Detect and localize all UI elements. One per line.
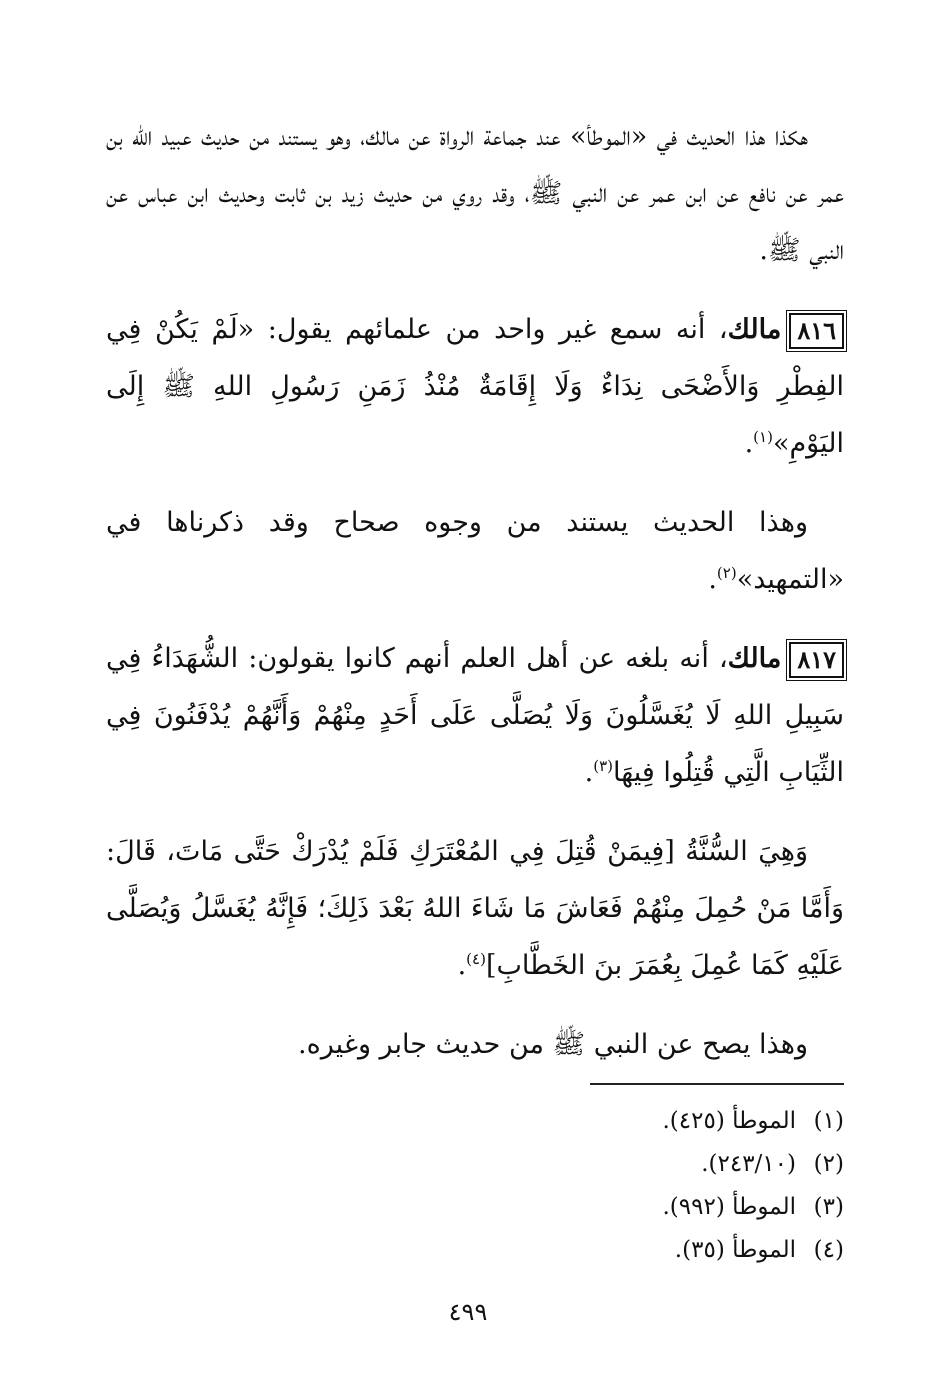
footnote-item bbox=[244, 1143, 844, 1186]
hadith-817 bbox=[106, 630, 844, 801]
hadith-number-badge: ٨١٧ bbox=[789, 642, 844, 678]
footnote-item bbox=[244, 1100, 844, 1143]
sentence-end: . bbox=[584, 757, 594, 788]
footnote-text: الموطأ (٤٢٥). bbox=[662, 1108, 796, 1134]
footnote-ref[interactable]: (٣) bbox=[593, 757, 614, 775]
sentence-end: . bbox=[457, 950, 467, 981]
sentence-end: . bbox=[708, 564, 717, 595]
footnote-ref[interactable]: (٢) bbox=[716, 564, 737, 582]
footnote-item bbox=[244, 1229, 844, 1272]
paragraph-5 bbox=[106, 823, 844, 994]
paragraph-3 bbox=[106, 494, 844, 608]
footnote-divider bbox=[590, 1083, 844, 1085]
footnote-number: (٢) bbox=[813, 1151, 844, 1177]
footnote-text: الموطأ (٣٥). bbox=[674, 1237, 796, 1263]
hadith-text: ، أنه بلغه عن أهل العلم أنهم كانوا يقولون: الشُّهَدَاءُ فِي سَبِيلِ اللهِ لَا يُغَسَّلُونَ وَلَا يُصَلَّى عَلَى أَحَدٍ مِنْهُمْ وَأَنَّهُمْ يُدْفَنُونَ فِي الثِّيَابِ الَّتِي قُتِلُوا فِيهَا bbox=[106, 643, 844, 788]
hadith-narrator: مالك bbox=[727, 314, 782, 345]
footnote-text: الموطأ (٩٩٢). bbox=[662, 1194, 796, 1220]
page-number: ٤٩٩ bbox=[448, 1298, 488, 1326]
hadith-number-badge: ٨١٦ bbox=[789, 313, 844, 349]
paragraph-3-text: وهذا الحديث يستند من وجوه صحاح وقد ذكرناها في «التمهيد» bbox=[106, 507, 844, 595]
footnotes bbox=[244, 1100, 844, 1272]
hadith-text: ، أنه سمع غير واحد من علمائهم يقول: «لَمْ يَكُنْ فِي الفِطْرِ وَالأَضْحَى نِدَاءٌ وَلَا إِقَامَةٌ مُنْذُ زَمَنِ رَسُولِ اللهِ ﷺ إِلَى اليَوْمِ» bbox=[106, 314, 844, 459]
paragraph-1 bbox=[106, 108, 844, 279]
footnote-ref[interactable]: (٤) bbox=[466, 950, 486, 968]
footnote-text: (٢٤٣/١٠). bbox=[701, 1151, 796, 1177]
main-text bbox=[106, 108, 844, 1095]
paragraph-6-text: وهذا يصح عن النبي ﷺ من حديث جابر وغيره. bbox=[298, 1029, 808, 1060]
footnote-number: (٤) bbox=[813, 1237, 844, 1263]
paragraph-6 bbox=[106, 1016, 844, 1073]
paragraph-1-text: هكذا هذا الحديث في «الموطأ» عند جماعة الرواة عن مالك، وهو يستند من حديث عبيد الله بن عمر عن نافع عن ابن عمر عن النبي ﷺ، وقد روي من حديث زيد بن ثابت وحديث ابن عباس عن النبي ﷺ. bbox=[106, 121, 844, 266]
paragraph-5-text: وَهِيَ السُّنَّةُ [فِيمَنْ قُتِلَ فِي المُعْتَرَكِ فَلَمْ يُدْرَكْ حَتَّى مَاتَ، قَالَ: وَأَمَّا مَنْ حُمِلَ مِنْهُمْ فَعَاشَ مَا شَاءَ اللهُ بَعْدَ ذَلِكَ؛ فَإِنَّهُ يُغَسَّلُ وَيُصَلَّى عَلَيْهِ كَمَا عُمِلَ بِعُمَرَ بنَ الخَطَّابِ] bbox=[106, 836, 844, 981]
hadith-narrator: مالك bbox=[727, 643, 782, 674]
hadith-816 bbox=[106, 301, 844, 472]
footnote-item bbox=[244, 1186, 844, 1229]
footnote-number: (١) bbox=[813, 1108, 844, 1134]
sentence-end: . bbox=[744, 428, 754, 459]
footnote-ref[interactable]: (١) bbox=[753, 428, 773, 446]
footnote-number: (٣) bbox=[813, 1194, 844, 1220]
